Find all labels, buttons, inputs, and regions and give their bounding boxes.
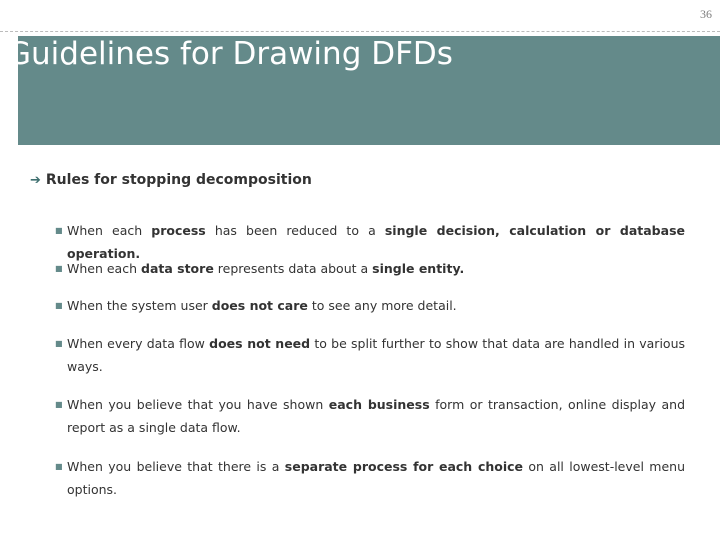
square-bullet-icon: ■ xyxy=(55,400,63,409)
bullet-emphasis: each business xyxy=(328,397,430,412)
arrow-right-icon: ➔ xyxy=(30,173,41,188)
square-bullet-icon: ■ xyxy=(55,301,63,310)
bullet-text xyxy=(55,257,685,280)
bullet-run: When you believe that you have shown xyxy=(67,397,329,412)
top-divider xyxy=(0,31,720,32)
bullet-run: When each xyxy=(67,261,141,276)
bullet-text xyxy=(55,332,685,378)
slide-title: Guidelines for Drawing DFDs xyxy=(7,36,453,72)
bullet-item xyxy=(55,257,685,280)
square-bullet-icon: ■ xyxy=(55,226,63,235)
bullet-run: to be split further to show that data are handled in various ways. xyxy=(67,336,686,374)
bullet-item xyxy=(55,455,685,501)
bullet-run: When every data flow xyxy=(67,336,210,351)
bullet-run: has been reduced to a xyxy=(205,223,385,238)
bullet-item xyxy=(55,393,685,439)
square-bullet-icon: ■ xyxy=(55,462,63,471)
bullet-run: form or transaction, online display and report as a single data flow. xyxy=(67,397,686,435)
bullet-emphasis: single decision, calculation or database operation. xyxy=(67,223,685,261)
square-bullet-icon: ■ xyxy=(55,264,63,273)
bullet-run: When you believe that there is a xyxy=(67,459,285,474)
bullet-run: represents data about a xyxy=(213,261,373,276)
bullet-text xyxy=(55,294,685,317)
bullet-run: When each xyxy=(67,223,152,238)
bullet-emphasis: does not care xyxy=(211,298,308,313)
page-number: 36 xyxy=(700,7,712,21)
bullet-emphasis: separate process for each choice xyxy=(284,459,524,474)
bullet-run: to see any more detail. xyxy=(307,298,457,313)
bullet-text xyxy=(55,393,685,439)
bullet-emphasis: process xyxy=(151,223,206,238)
bullet-item xyxy=(55,332,685,378)
section-heading-text: Rules for stopping decomposition xyxy=(45,172,312,188)
bullet-emphasis: single entity. xyxy=(372,261,465,276)
bullet-run: When the system user xyxy=(67,298,212,313)
section-heading xyxy=(30,172,312,188)
bullet-run: on all lowest-level menu options. xyxy=(67,459,685,497)
bullet-text xyxy=(55,455,685,501)
bullet-emphasis: does not need xyxy=(209,336,311,351)
square-bullet-icon: ■ xyxy=(55,339,63,348)
bullet-item xyxy=(55,294,685,317)
bullet-emphasis: data store xyxy=(141,261,214,276)
